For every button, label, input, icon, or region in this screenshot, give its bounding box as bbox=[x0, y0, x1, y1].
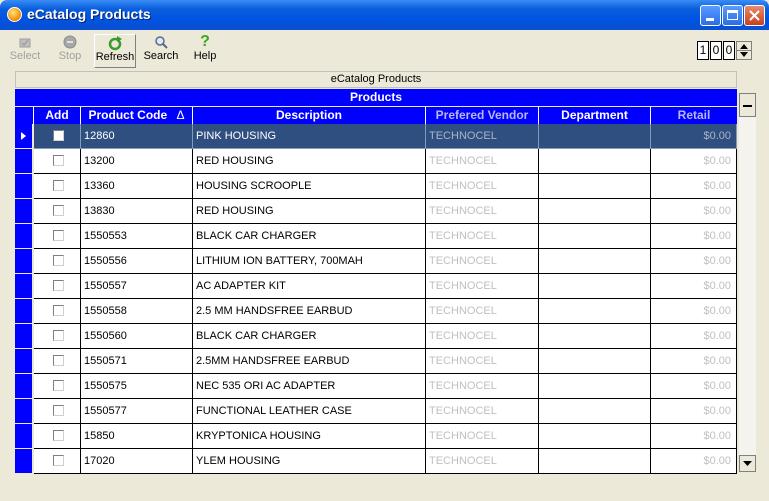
cell-description[interactable]: AC ADAPTER KIT bbox=[193, 274, 426, 299]
table-row[interactable] bbox=[15, 224, 737, 249]
arrow-up-icon bbox=[740, 94, 755, 116]
cell-retail[interactable]: $0.00 bbox=[651, 224, 737, 249]
record-count-spinner[interactable] bbox=[697, 41, 752, 60]
table-row[interactable] bbox=[15, 174, 737, 199]
cell-prefered-vendor[interactable]: TECHNOCEL bbox=[426, 374, 539, 399]
table-row[interactable] bbox=[15, 349, 737, 374]
cell-department[interactable] bbox=[539, 449, 651, 474]
cell-department[interactable] bbox=[539, 349, 651, 374]
cell-description[interactable]: RED HOUSING bbox=[193, 149, 426, 174]
add-checkbox[interactable] bbox=[53, 455, 64, 466]
scroll-down-button[interactable] bbox=[739, 455, 756, 472]
cell-add bbox=[34, 224, 81, 249]
cell-product-code[interactable]: 1550553 bbox=[81, 224, 193, 249]
cell-description[interactable]: HOUSING SCROOPLE bbox=[193, 174, 426, 199]
cell-department[interactable] bbox=[539, 174, 651, 199]
close-button[interactable] bbox=[744, 5, 765, 26]
cell-retail[interactable]: $0.00 bbox=[651, 249, 737, 274]
cell-prefered-vendor[interactable]: TECHNOCEL bbox=[426, 449, 539, 474]
column-header-department[interactable]: Department bbox=[539, 107, 651, 124]
spinner-digit: 1 bbox=[697, 41, 709, 60]
cell-description[interactable]: LITHIUM ION BATTERY, 700MAH bbox=[193, 249, 426, 274]
cell-retail[interactable]: $0.00 bbox=[651, 149, 737, 174]
add-checkbox[interactable] bbox=[53, 405, 64, 416]
row-indicator[interactable] bbox=[15, 224, 32, 248]
cell-add bbox=[34, 174, 81, 199]
up-down-arrows-icon bbox=[737, 42, 751, 59]
row-indicator[interactable] bbox=[15, 399, 32, 423]
table-row[interactable] bbox=[15, 124, 737, 149]
cell-prefered-vendor[interactable]: TECHNOCEL bbox=[426, 299, 539, 324]
cell-department[interactable] bbox=[539, 424, 651, 449]
cell-product-code[interactable]: 12860 bbox=[81, 124, 193, 149]
cell-product-code[interactable]: 1550577 bbox=[81, 399, 193, 424]
column-header-prefered-vendor[interactable]: Prefered Vendor bbox=[426, 107, 539, 124]
cell-prefered-vendor[interactable]: TECHNOCEL bbox=[426, 224, 539, 249]
select-button[interactable]: Select bbox=[6, 34, 44, 68]
row-indicator[interactable] bbox=[15, 249, 32, 273]
stop-icon bbox=[62, 34, 78, 50]
cell-prefered-vendor[interactable]: TECHNOCEL bbox=[426, 274, 539, 299]
cell-prefered-vendor[interactable]: TECHNOCEL bbox=[426, 149, 539, 174]
table-row[interactable] bbox=[15, 374, 737, 399]
cell-add bbox=[34, 149, 81, 174]
cell-add bbox=[34, 124, 81, 149]
cell-department[interactable] bbox=[539, 399, 651, 424]
cell-prefered-vendor[interactable]: TECHNOCEL bbox=[426, 424, 539, 449]
column-header-product-code[interactable]: Product Code Δ bbox=[81, 107, 193, 124]
cell-add bbox=[34, 424, 81, 449]
cell-department[interactable] bbox=[539, 374, 651, 399]
sort-ascending-icon: Δ bbox=[176, 108, 185, 122]
grid-band-title: Products bbox=[15, 89, 737, 106]
cell-prefered-vendor[interactable]: TECHNOCEL bbox=[426, 324, 539, 349]
cell-department[interactable] bbox=[539, 249, 651, 274]
cell-description[interactable]: NEC 535 ORI AC ADAPTER bbox=[193, 374, 426, 399]
spinner-digit: 0 bbox=[723, 41, 735, 60]
cell-add bbox=[34, 399, 81, 424]
grid-caption: eCatalog Products bbox=[15, 71, 737, 88]
cell-add bbox=[34, 449, 81, 474]
cell-retail[interactable]: $0.00 bbox=[651, 424, 737, 449]
row-indicator[interactable] bbox=[15, 424, 32, 448]
cell-product-code[interactable]: 1550560 bbox=[81, 324, 193, 349]
cell-retail[interactable]: $0.00 bbox=[651, 174, 737, 199]
add-checkbox[interactable] bbox=[53, 155, 64, 166]
toolbar bbox=[0, 30, 769, 70]
cell-description[interactable]: FUNCTIONAL LEATHER CASE bbox=[193, 399, 426, 424]
row-indicator[interactable] bbox=[15, 374, 32, 398]
add-checkbox[interactable] bbox=[53, 230, 64, 241]
cell-retail[interactable]: $0.00 bbox=[651, 199, 737, 224]
cell-product-code[interactable]: 15850 bbox=[81, 424, 193, 449]
refresh-button[interactable]: Refresh bbox=[94, 34, 136, 68]
cell-department[interactable] bbox=[539, 224, 651, 249]
table-row[interactable] bbox=[15, 299, 737, 324]
cell-prefered-vendor[interactable]: TECHNOCEL bbox=[426, 399, 539, 424]
cell-product-code[interactable]: 1550557 bbox=[81, 274, 193, 299]
table-row[interactable] bbox=[15, 274, 737, 299]
add-checkbox[interactable] bbox=[53, 130, 64, 141]
row-indicator[interactable] bbox=[15, 149, 32, 173]
cell-product-code[interactable]: 13830 bbox=[81, 199, 193, 224]
help-button[interactable]: ? Help bbox=[193, 33, 217, 62]
refresh-icon bbox=[107, 35, 123, 51]
cell-retail[interactable]: $0.00 bbox=[651, 374, 737, 399]
cell-add bbox=[34, 299, 81, 324]
cell-add bbox=[34, 349, 81, 374]
table-row[interactable] bbox=[15, 149, 737, 174]
add-checkbox[interactable] bbox=[53, 380, 64, 391]
cell-description[interactable]: BLACK CAR CHARGER bbox=[193, 224, 426, 249]
row-indicator[interactable] bbox=[15, 124, 32, 148]
cell-add bbox=[34, 274, 81, 299]
add-checkbox[interactable] bbox=[53, 330, 64, 341]
maximize-button[interactable] bbox=[722, 5, 743, 26]
cell-department[interactable] bbox=[539, 274, 651, 299]
cell-retail[interactable]: $0.00 bbox=[651, 399, 737, 424]
cell-department[interactable] bbox=[539, 199, 651, 224]
cell-department[interactable] bbox=[539, 324, 651, 349]
add-checkbox[interactable] bbox=[53, 355, 64, 366]
cell-retail[interactable]: $0.00 bbox=[651, 349, 737, 374]
cell-product-code[interactable]: 13200 bbox=[81, 149, 193, 174]
cell-description[interactable]: BLACK CAR CHARGER bbox=[193, 324, 426, 349]
add-checkbox[interactable] bbox=[53, 255, 64, 266]
scroll-up-button[interactable] bbox=[739, 93, 756, 117]
cell-retail[interactable]: $0.00 bbox=[651, 324, 737, 349]
products-grid-body bbox=[15, 124, 737, 474]
row-indicator[interactable] bbox=[15, 199, 32, 223]
cell-product-code[interactable]: 1550558 bbox=[81, 299, 193, 324]
current-row-arrow-icon bbox=[15, 124, 32, 148]
cell-department[interactable] bbox=[539, 124, 651, 149]
add-checkbox[interactable] bbox=[53, 205, 64, 216]
cell-add bbox=[34, 249, 81, 274]
vertical-scrollbar[interactable] bbox=[739, 89, 756, 472]
cell-product-code[interactable]: 1550575 bbox=[81, 374, 193, 399]
spinner-digit: 0 bbox=[710, 41, 722, 60]
cell-retail[interactable]: $0.00 bbox=[651, 274, 737, 299]
arrow-down-icon bbox=[740, 456, 755, 471]
row-indicator[interactable] bbox=[15, 449, 32, 473]
cell-retail[interactable]: $0.00 bbox=[651, 124, 737, 149]
cell-description[interactable]: 2.5 MM HANDSFREE EARBUD bbox=[193, 299, 426, 324]
cell-description[interactable]: YLEM HOUSING bbox=[193, 449, 426, 474]
table-row[interactable] bbox=[15, 424, 737, 449]
spinner-arrows[interactable] bbox=[736, 41, 752, 60]
minimize-button[interactable] bbox=[700, 5, 721, 26]
cell-retail[interactable]: $0.00 bbox=[651, 299, 737, 324]
row-indicator[interactable] bbox=[15, 324, 32, 348]
cell-product-code[interactable]: 13360 bbox=[81, 174, 193, 199]
row-indicator[interactable] bbox=[15, 349, 32, 373]
table-row[interactable] bbox=[15, 199, 737, 224]
add-checkbox[interactable] bbox=[53, 280, 64, 291]
cell-department[interactable] bbox=[539, 149, 651, 174]
table-row[interactable] bbox=[15, 449, 737, 474]
app-icon bbox=[7, 7, 22, 22]
title-bar bbox=[0, 0, 769, 30]
search-icon bbox=[153, 34, 169, 50]
table-row[interactable] bbox=[15, 399, 737, 424]
cell-product-code[interactable]: 1550571 bbox=[81, 349, 193, 374]
row-indicator[interactable] bbox=[15, 299, 32, 323]
window-title: eCatalog Products bbox=[27, 6, 151, 22]
cell-product-code[interactable]: 17020 bbox=[81, 449, 193, 474]
cell-prefered-vendor[interactable]: TECHNOCEL bbox=[426, 199, 539, 224]
cell-prefered-vendor[interactable]: TECHNOCEL bbox=[426, 249, 539, 274]
row-indicator-header bbox=[15, 107, 34, 124]
cell-add bbox=[34, 199, 81, 224]
add-checkbox[interactable] bbox=[53, 430, 64, 441]
cell-description[interactable]: RED HOUSING bbox=[193, 199, 426, 224]
cell-description[interactable]: 2.5MM HANDSFREE EARBUD bbox=[193, 349, 426, 374]
column-header-description[interactable]: Description bbox=[193, 107, 426, 124]
column-header-add[interactable]: Add bbox=[34, 107, 81, 124]
search-button[interactable]: Search bbox=[142, 34, 180, 68]
row-indicator[interactable] bbox=[15, 174, 32, 198]
cell-product-code[interactable]: 1550556 bbox=[81, 249, 193, 274]
table-row[interactable] bbox=[15, 249, 737, 274]
select-icon bbox=[17, 34, 33, 50]
add-checkbox[interactable] bbox=[53, 180, 64, 191]
cell-description[interactable]: PINK HOUSING bbox=[193, 124, 426, 149]
add-checkbox[interactable] bbox=[53, 305, 64, 316]
column-header-retail[interactable]: Retail bbox=[651, 107, 737, 124]
cell-description[interactable]: KRYPTONICA HOUSING bbox=[193, 424, 426, 449]
cell-retail[interactable]: $0.00 bbox=[651, 449, 737, 474]
help-icon: ? bbox=[200, 33, 210, 50]
cell-add bbox=[34, 324, 81, 349]
table-row[interactable] bbox=[15, 324, 737, 349]
cell-prefered-vendor[interactable]: TECHNOCEL bbox=[426, 174, 539, 199]
cell-add bbox=[34, 374, 81, 399]
row-indicator[interactable] bbox=[15, 274, 32, 298]
close-icon bbox=[749, 10, 760, 21]
stop-button[interactable]: Stop bbox=[52, 34, 88, 68]
cell-prefered-vendor[interactable]: TECHNOCEL bbox=[426, 349, 539, 374]
cell-department[interactable] bbox=[539, 299, 651, 324]
cell-prefered-vendor[interactable]: TECHNOCEL bbox=[426, 124, 539, 149]
